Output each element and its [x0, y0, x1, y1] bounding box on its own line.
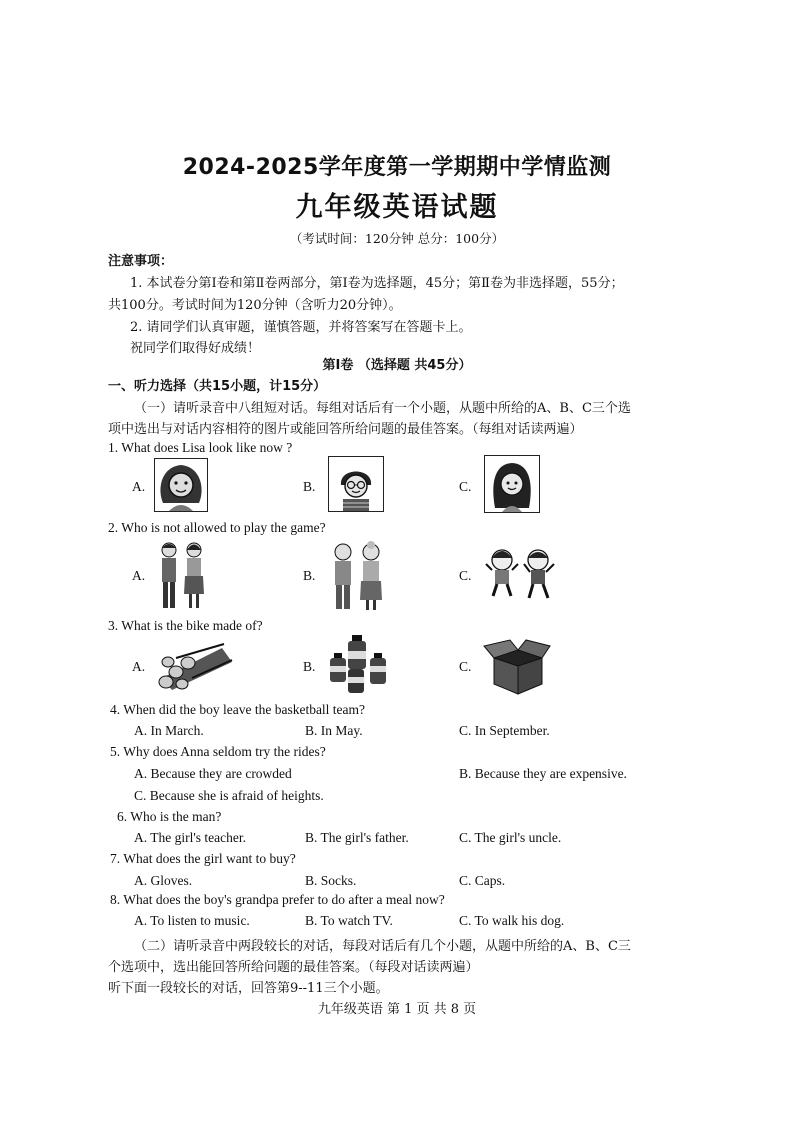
q5-option-b: B. Because they are expensive.: [459, 766, 627, 781]
question-7: 7. What does the girl want to buy?: [110, 851, 296, 866]
question-8: 8. What does the boy's grandpa prefer to do after a meal now?: [110, 892, 445, 907]
section-heading: 一、听力选择（共15小题，计15分）: [108, 379, 327, 394]
notes-heading: 注意事项：: [108, 254, 174, 269]
exam-title: 2024-2025学年度第一学期期中学情监测: [182, 155, 612, 180]
q6-option-a: A. The girl's teacher.: [134, 830, 247, 845]
plastic-bottles-icon: [326, 633, 386, 695]
instructions-1-cont: 项中选出与对话内容相符的图片或能回答所给问题的最佳答案。（每组对话读两遍）: [108, 422, 583, 437]
notes-item-1: 1. 本试卷分第Ⅰ卷和第Ⅱ卷两部分，第Ⅰ卷为选择题，45分；第Ⅱ卷为非选择题，55分；: [130, 276, 624, 291]
q2-option-a-label: A.: [132, 568, 146, 583]
wood-logs-icon: [152, 638, 236, 690]
instructions-1: （一）请听录音中八组短对话。每组对话后有一个小题，从题中所给的A、B、C三个选: [134, 401, 631, 416]
q4-option-a: A. In March.: [134, 723, 204, 738]
q1-option-a-image: [154, 458, 208, 512]
q5-option-c: C. Because she is afraid of heights.: [134, 788, 324, 803]
notes-item-1-cont: 共100分。考试时间为120分钟（含听力20分钟）。: [108, 298, 402, 313]
young-couple-icon: [154, 540, 210, 612]
q7-option-c: C. Caps.: [459, 873, 506, 888]
page-footer: 九年级英语 第 1 页 共 8 页: [317, 1002, 477, 1017]
q2-option-c-image: [484, 546, 558, 602]
q8-option-a: A. To listen to music.: [134, 913, 250, 928]
part1-heading: 第Ⅰ卷 （选择题 共45分）: [322, 358, 472, 373]
question-5: 5. Why does Anna seldom try the rides?: [110, 744, 326, 759]
q7-option-b: B. Socks.: [305, 873, 357, 888]
q3-option-c-label: C.: [459, 659, 472, 674]
notes-wish: 祝同学们取得好成绩！: [130, 341, 261, 356]
instructions-2: （二）请听录音中两段较长的对话，每段对话后有几个小题，从题中所给的A、B、C三: [134, 939, 631, 954]
instructions-2-note: 听下面一段较长的对话，回答第9--11三个小题。: [108, 981, 389, 996]
q6-option-c: C. The girl's uncle.: [459, 830, 562, 845]
q3-option-b-image: [326, 633, 386, 695]
short-hair-glasses-woman-icon: [329, 457, 383, 511]
q8-option-c: C. To walk his dog.: [459, 913, 565, 928]
q1-option-b-image: [328, 456, 384, 512]
q1-option-c-image: [484, 455, 540, 513]
q4-option-c: C. In September.: [459, 723, 550, 738]
curly-hair-woman-icon: [155, 459, 207, 511]
q6-option-b: B. The girl's father.: [305, 830, 409, 845]
q3-option-b-label: B.: [303, 659, 316, 674]
question-2: 2. Who is not allowed to play the game?: [108, 520, 326, 535]
exam-subtitle: 九年级英语试题: [295, 192, 499, 223]
q2-option-b-label: B.: [303, 568, 316, 583]
cardboard-box-icon: [482, 636, 552, 696]
exam-info: （考试时间：120分钟 总分：100分）: [289, 231, 505, 246]
elderly-couple-icon: [328, 540, 386, 612]
q4-option-b: B. In May.: [305, 723, 363, 738]
q2-option-b-image: [328, 540, 386, 612]
long-hair-woman-icon: [485, 456, 539, 512]
q2-option-a-image: [154, 540, 210, 612]
q5-option-a: A. Because they are crowded: [134, 766, 292, 781]
two-children-icon: [484, 546, 558, 602]
q7-option-a: A. Gloves.: [134, 873, 193, 888]
q8-option-b: B. To watch TV.: [305, 913, 393, 928]
instructions-2-cont: 个选项中，选出能回答所给问题的最佳答案。（每段对话读两遍）: [108, 960, 479, 975]
q1-option-b-label: B.: [303, 479, 316, 494]
question-4: 4. When did the boy leave the basketball team?: [110, 702, 366, 717]
question-3: 3. What is the bike made of?: [108, 618, 263, 633]
q2-option-c-label: C.: [459, 568, 472, 583]
q3-option-c-image: [482, 636, 552, 696]
q1-option-c-label: C.: [459, 479, 472, 494]
question-1: 1. What does Lisa look like now ?: [108, 440, 293, 455]
q1-option-a-label: A.: [132, 479, 146, 494]
q3-option-a-image: [152, 638, 236, 690]
notes-item-2: 2. 请同学们认真审题，谨慎答题，并将答案写在答题卡上。: [130, 320, 472, 335]
q3-option-a-label: A.: [132, 659, 146, 674]
question-6: 6. Who is the man?: [117, 809, 222, 824]
